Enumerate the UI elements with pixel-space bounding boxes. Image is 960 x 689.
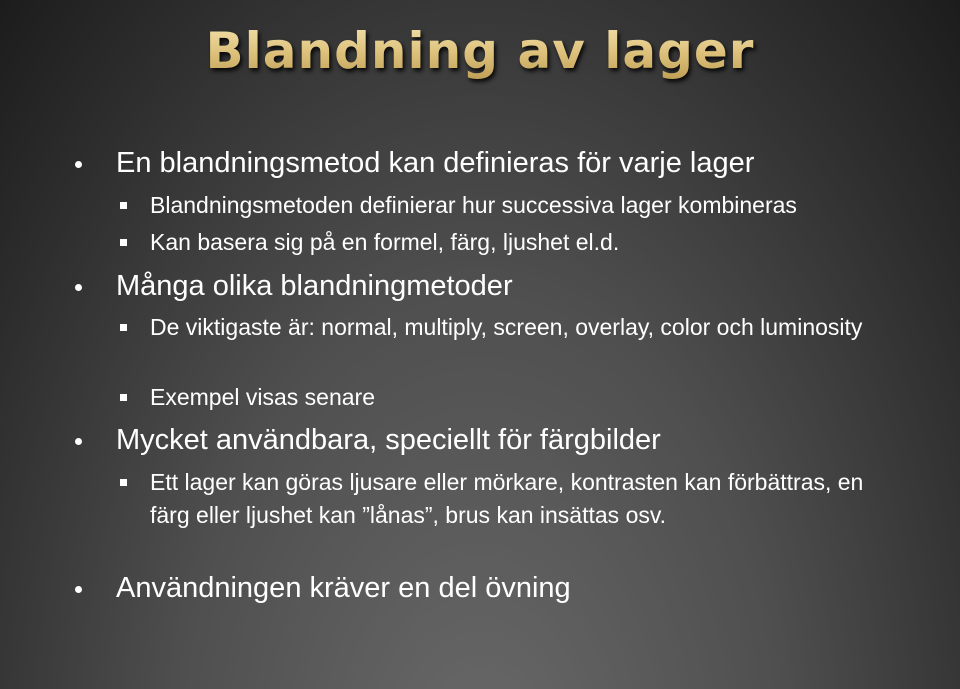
sub-bullet-square <box>120 202 127 209</box>
bullet-dot <box>75 438 82 445</box>
bullet-point: Mycket användbara, speciellt för färgbilder <box>116 424 661 456</box>
sub-bullet-point: Blandningsmetoden definierar hur successiva lager kombineras <box>150 192 797 218</box>
sub-bullet-square <box>120 239 127 246</box>
bullet-dot <box>75 586 82 593</box>
bullet-dot <box>75 161 82 168</box>
bullet-dot <box>75 284 82 291</box>
sub-bullet-square <box>120 479 127 486</box>
sub-bullet-point: Ett lager kan göras ljusare eller mörkare, kontrasten kan förbättras, en färg eller ljushet kan ”lånas”, brus kan insättas osv. <box>150 469 864 528</box>
sub-bullet-point: Exempel visas senare <box>150 384 375 410</box>
sub-bullet-square <box>120 394 127 401</box>
bullet-point: Många olika blandningmetoder <box>116 270 513 302</box>
slide-title: Blandning av lager <box>0 22 960 80</box>
sub-bullet-square <box>120 324 127 331</box>
bullet-point: En blandningsmetod kan definieras för varje lager <box>116 147 755 179</box>
bullet-point: Användningen kräver en del övning <box>116 572 571 604</box>
sub-bullet-point: De viktigaste är: normal, multiply, screen, overlay, color och luminosity <box>150 314 863 340</box>
sub-bullet-point: Kan basera sig på en formel, färg, ljushet el.d. <box>150 229 620 255</box>
